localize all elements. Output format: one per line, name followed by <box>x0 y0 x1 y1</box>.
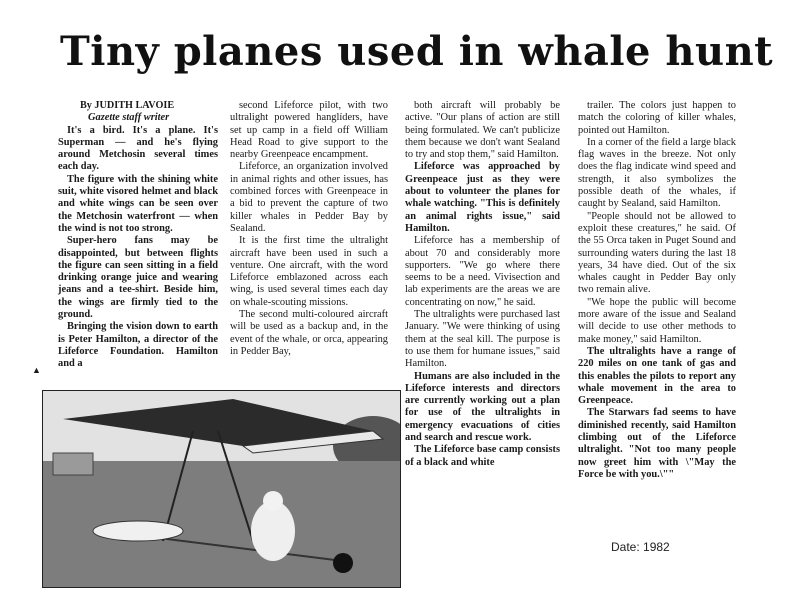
date-label: Date: 1982 <box>611 540 670 554</box>
byline-role: Gazette staff writer <box>88 112 170 124</box>
paragraph: Lifeforce has a membership of about 70 and considerably more supporters. "We go where there seems to be a need. Vivisection and lab experiments are the areas we are concentrating on now," he said. <box>405 235 560 308</box>
ultralight-photo <box>42 390 401 588</box>
paragraph: second Lifeforce pilot, with two ultralight powered hanglíders, have set up camp in a field off William Head Road to give support to the nearby Greenpeace encampment. <box>230 100 388 161</box>
article-column-4 <box>578 100 736 481</box>
paragraph: The Lifeforce base camp consists of a black and white <box>405 444 560 468</box>
paragraph: The figure with the shining white suit, white visored helmet and black and white wings can be seen over the Metchosin waterfront — when the wind is not too strong. <box>58 173 218 234</box>
paragraph: The Starwars fad seems to have diminished recently, said Hamilton climbing out of the Lifeforce ultralight. "Not too many people now greet him with \"May the Force be with you.\"" <box>578 407 736 480</box>
paragraph: "We hope the public will become more aware of the issue and Sealand will decide to use other methods to make money," said Hamilton. <box>578 296 736 345</box>
paragraph: Lifeforce was approached by Greenpeace just as they were about to volunteer the planes for whale watching. "This is definitely an animal rights issue," said Hamilton. <box>405 161 560 234</box>
paragraph: Humans are also included in the Lifeforce interests and directors are currently working out a plan for use of the ultralights in emergency evacuations of cities and search and rescue work. <box>405 370 560 444</box>
article-column-1 <box>58 100 218 371</box>
paragraph: In a corner of the field a large black flag waves in the breeze. Not only does the flag indicate wind speed and strength, it also symbolizes the possible death of the whales, if caught by Sealand, said Hamilton. <box>578 136 736 210</box>
paragraph: both aircraft will probably be active. "Our plans of action are still being formulated. We can't publicize them because we don't want Sealand to try and stop them," said Hamilton. <box>405 100 560 161</box>
paragraph: Super-hero fans may be disappointed, but between flights the figure can seen sitting in a field drinking orange juice and wearing jeans and a tee-shirt. Beside him, the wings are firmly tied to the ground. <box>58 235 218 321</box>
ultralight-illustration <box>43 391 400 587</box>
paragraph: The ultralights were purchased last January. "We were thinking of using them at the seal kill. The purpose is to use them for humane issues," said Hamilton. <box>405 309 560 370</box>
paragraph: trailer. The colors just happen to match the coloring of killer whales, pointed out Hamilton. <box>578 100 736 136</box>
paragraph: The second multi-coloured aircraft will be used as a backup and, in the event of the whale, or orca, appearing in Pedder Bay, <box>230 309 388 357</box>
paragraph: The ultralights have a range of 220 miles on one tank of gas and this enables the pilots to report any whale movement in the area to Greenpeace. <box>578 345 736 407</box>
article-column-3 <box>405 100 560 469</box>
paragraph: "People should not be allowed to exploit these creatures," he said. Of the 55 Orca taken in Puget Sound and surrounding waters during the last 18 years, 34 have died. Out of the six whales caught in Pedder Bay only two remain alive. <box>578 210 736 296</box>
paragraph: Lifeforce, an organization involved in animal rights and other issues, has combined forces with Greenpeace in a bid to prevent the capture of two killer whales in Pedder Bay by Sealand. <box>230 161 388 234</box>
article-column-2 <box>230 100 388 358</box>
bullet-mark: ▲ <box>32 365 41 375</box>
byline: By JUDITH LAVOIE <box>80 100 175 111</box>
paragraph: It is the first time the ultralight aircraft have been used in such a venture. One aircraft, with the word Lifeforce emblazoned across each wing, is used several times each day on whale-scouting missions. <box>230 235 388 308</box>
paragraph: Bringing the vision down to earth is Peter Hamilton, a director of the Lifeforce Foundation. Hamilton and a <box>58 321 218 370</box>
paragraph: It's a bird. It's a plane. It's Superman — and he's flying around Metchosin several times each day. <box>58 124 218 173</box>
headline: Tiny planes used in whale hunt <box>60 28 774 75</box>
